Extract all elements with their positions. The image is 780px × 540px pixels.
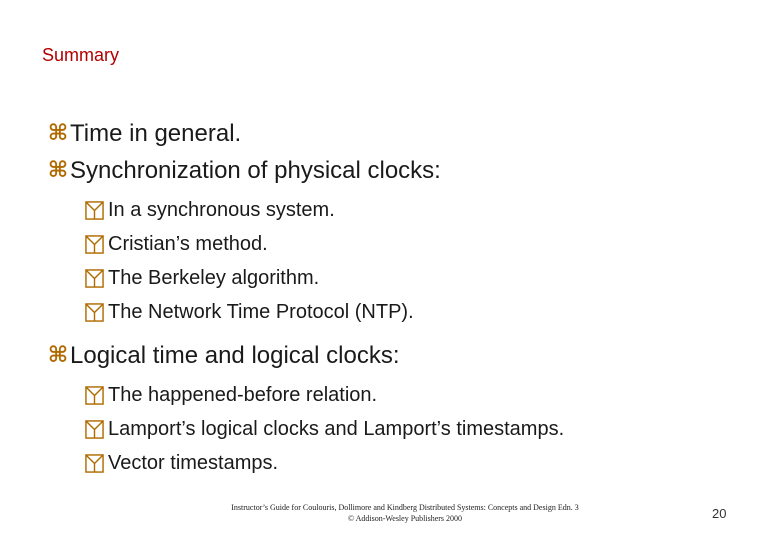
y-box-icon [85, 303, 104, 322]
subbullet-cristians-method [85, 227, 746, 261]
command-key-icon: ⌘ [47, 121, 69, 146]
slide-footer [170, 502, 640, 524]
subbullet-lamport-clocks [85, 412, 746, 446]
bullet-text: Synchronization of physical clocks: [70, 156, 441, 184]
subbullet-berkeley-algorithm [85, 261, 746, 295]
subbullet-text: Lamport’s logical clocks and Lamport’s timestamps. [108, 417, 565, 440]
footer-line-1: Instructor’s Guide for Coulouris, Dollimore and Kindberg Distributed Systems: Concepts and Design Edn. 3 [231, 503, 579, 512]
footer-line-2: © Addison-Wesley Publishers 2000 [347, 514, 463, 523]
bullet-text: Logical time and logical clocks: [70, 341, 400, 369]
subbullet-text: Vector timestamps. [108, 451, 279, 474]
subbullet-vector-timestamps [85, 446, 746, 480]
subbullet-text: The Network Time Protocol (NTP). [108, 300, 414, 323]
y-box-icon [85, 420, 104, 439]
y-box-icon [85, 201, 104, 220]
subbullet-synchronous-system [85, 193, 746, 227]
command-key-icon: ⌘ [47, 343, 69, 368]
subbullet-text: In a synchronous system. [108, 198, 335, 221]
bullet-list [46, 115, 746, 480]
subbullet-text: The happened-before relation. [108, 383, 378, 406]
y-box-icon [85, 454, 104, 473]
slide-title: Summary [42, 45, 120, 65]
y-box-icon [85, 269, 104, 288]
y-box-icon [85, 386, 104, 405]
bullet-synchronization [46, 152, 746, 189]
subbullet-text: The Berkeley algorithm. [108, 266, 320, 289]
subbullet-ntp [85, 295, 746, 329]
command-key-icon: ⌘ [47, 158, 69, 183]
subbullet-text: Cristian’s method. [108, 232, 268, 255]
bullet-text: Time in general. [70, 119, 242, 147]
subbullet-happened-before [85, 378, 746, 412]
bullet-time-in-general [46, 115, 746, 152]
bullet-logical-time [46, 337, 746, 374]
y-box-icon [85, 235, 104, 254]
page-number: 20 [712, 506, 727, 521]
